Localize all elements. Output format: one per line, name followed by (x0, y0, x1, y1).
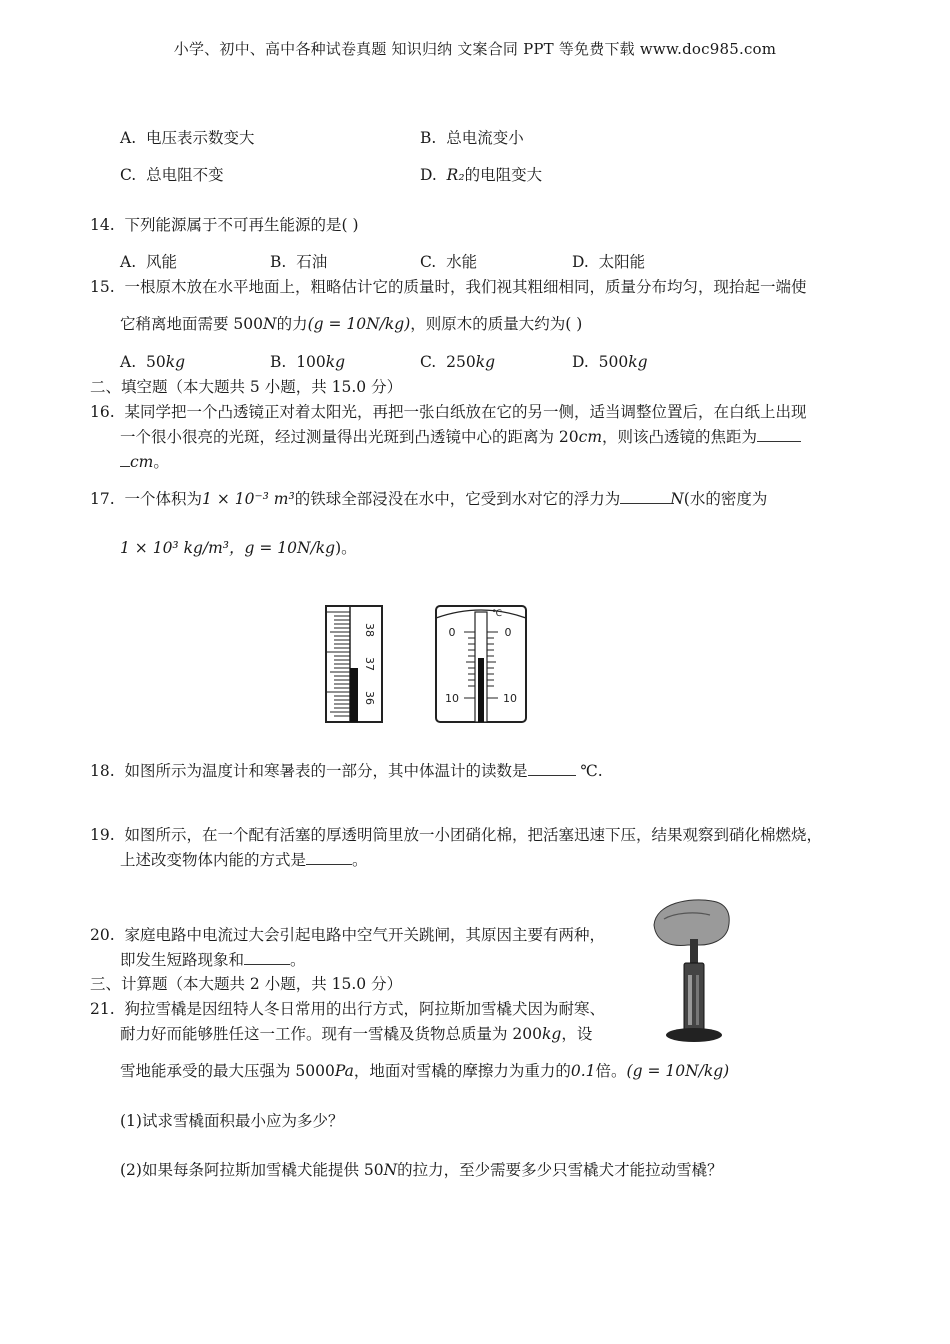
chart-left-tick-10: 10 (445, 692, 459, 705)
thermo-tick-36: 36 (363, 691, 376, 705)
q13-option-b: B. 总电流变小 (420, 129, 524, 147)
q14-option-c: C. 水能 (420, 253, 478, 271)
q13-option-a: A. 电压表示数变大 (120, 129, 255, 147)
section-2-title: 二、填空题（本大题共 5 小题，共 15.0 分） (90, 378, 403, 396)
chart-right-tick-10: 10 (503, 692, 517, 705)
chart-left-tick-0: 0 (448, 626, 456, 639)
q14-option-d: D. 太阳能 (572, 253, 646, 271)
q15-line1: 15. 一根原木放在水平地面上，粗略估计它的质量时，我们视其粗细相同，质量分布均匀，现抬起一端使 (90, 278, 807, 296)
q13-option-d: D. R₂的电阻变大 (420, 166, 543, 184)
q15-option-b: B. 100kg (270, 353, 346, 371)
q20-line1: 20. 家庭电路中电流过大会引起电路中空气开关跳闸，其原因主要有两种， (90, 926, 606, 944)
section-3-title: 三、计算题（本大题共 2 小题，共 15.0 分） (90, 975, 403, 993)
q15-option-a: A. 50kg (120, 353, 186, 371)
page-header: 小学、初中、高中各种试卷真题 知识归纳 文案合同 PPT 等免费下载 www.doc985.com (173, 40, 777, 58)
q19-line1: 19. 如图所示，在一个配有活塞的厚透明筒里放一小团硝化棉，把活塞迅速下压，结果观察到硝化棉燃烧， (90, 826, 823, 844)
q15-option-d: D. 500kg (572, 353, 648, 371)
q18: 18. 如图所示为温度计和寒暑表的一部分，其中体温计的读数是 ℃. (90, 762, 603, 780)
q15-option-c: C. 250kg (420, 353, 496, 371)
chart-unit: ℃ (492, 609, 503, 619)
q21-line1: 21. 狗拉雪橇是因纽特人冬日常用的出行方式，阿拉斯加雪橇犬因为耐寒、 (90, 1000, 606, 1018)
q16-line2: 一个很小很亮的光斑，经过测量得出光斑到凸透镜中心的距离为 20cm，则该凸透镜的焦距为 (120, 427, 801, 447)
q14-stem: 14. 下列能源属于不可再生能源的是( ) (90, 216, 359, 234)
q15-line2: 它稍离地面需要 500N的力(g = 10N/kg)，则原木的质量大约为( ) (120, 315, 583, 333)
q21-sub2: (2)如果每条阿拉斯加雪橇犬能提供 50N的拉力，至少需要多少只雪橇犬才能拉动雪橇？ (120, 1161, 723, 1179)
q19-line2: 上述改变物体内能的方式是 。 (120, 851, 368, 869)
q21-sub1: (1)试求雪橇面积最小应为多少？ (120, 1112, 344, 1130)
thermo-tick-37: 37 (363, 657, 376, 671)
thermometer-figure (320, 602, 530, 727)
q16-line3: cm。 (120, 452, 169, 472)
q21-line3: 雪地能承受的最大压强为 5000Pa，地面对雪橇的摩擦力为重力的0.1倍。(g = 10N/kg) (120, 1062, 730, 1080)
q20-line2: 即发生短路现象和 。 (120, 951, 306, 969)
q13-option-c: C. 总电阻不变 (120, 166, 224, 184)
q16-line1: 16. 某同学把一个凸透镜正对着太阳光，再把一张白纸放在它的另一侧，适当调整位置后，在白纸上出现 (90, 403, 807, 421)
q14-option-a: A. 风能 (120, 253, 177, 271)
q17-line2: 1 × 10³ kg/m³，g = 10N/kg)。 (120, 539, 357, 557)
wall-thermometer (436, 606, 526, 722)
clinical-thermometer (326, 606, 382, 722)
q14-option-b: B. 石油 (270, 253, 328, 271)
thermo-tick-38: 38 (363, 623, 376, 637)
piston-cylinder-figure (650, 895, 740, 1045)
q17-line1: 17. 一个体积为1 × 10⁻³ m³的铁球全部浸没在水中，它受到水对它的浮力为 N(水的密度为 (90, 490, 768, 508)
q21-line2: 耐力好而能够胜任这一工作。现有一雪橇及货物总质量为 200kg，设 (120, 1025, 593, 1043)
chart-right-tick-0: 0 (504, 626, 512, 639)
